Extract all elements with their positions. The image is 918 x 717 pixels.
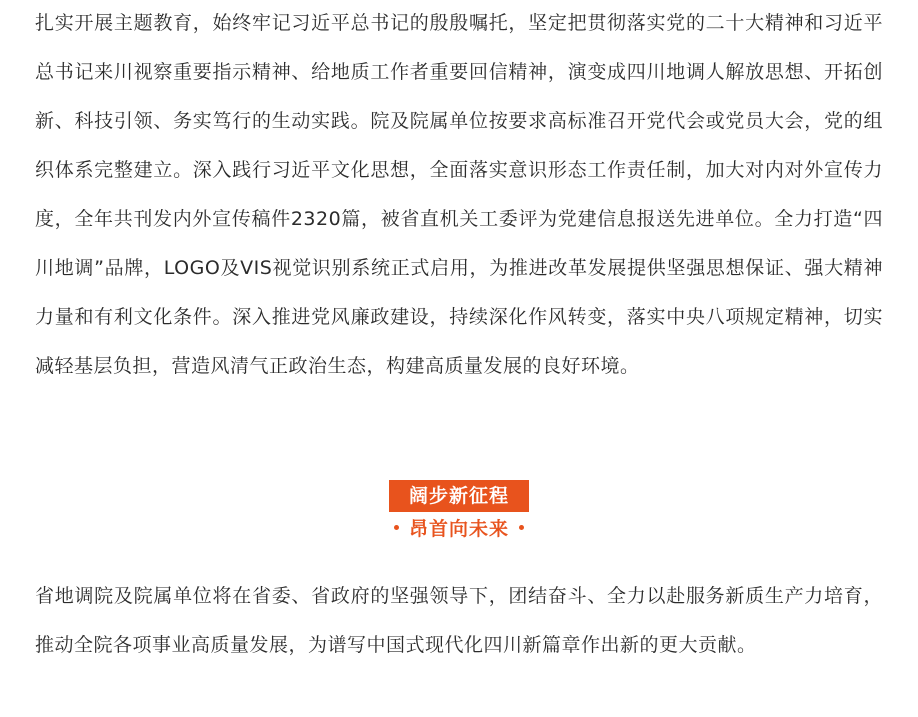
article-closing: [35, 572, 883, 670]
paragraph-2: 省地调院及院属单位将在省委、省政府的坚强领导下，团结奋斗、全力以赴服务新质生产力培育，推动全院各项事业高质量发展，为谱写中国式现代化四川新篇章作出新的更大贡献。: [35, 585, 883, 656]
section-subtitle: 昂首向未来: [408, 518, 509, 540]
bullet-dot-icon: [519, 525, 524, 530]
bullet-dot-icon: [394, 525, 399, 530]
paragraph-1: 扎实开展主题教育，始终牢记习近平总书记的殷殷嘱托，坚定把贯彻落实党的二十大精神和习近平总书记来川视察重要指示精神、给地质工作者重要回信精神，演变成四川地调人解放思想、开拓创新、科技引领、务实笃行的生动实践。院及院属单位按要求高标准召开党代会或党员大会，党的组织体系完整建立。深入践行习近平文化思想，全面落实意识形态工作责任制，加大对内对外宣传力度，全年共刊发内外宣传稿件2320篇，被省直机关工委评为党建信息报送先进单位。全力打造“四川地调”品牌，LOGO及VIS视觉识别系统正式启用，为推进改革发展提供坚强思想保证、强大精神力量和有利文化条件。深入推进党风廉政建设，持续深化作风转变，落实中央八项规定精神，切实减轻基层负担，营造风清气正政治生态，构建高质量发展的良好环境。: [35, 12, 883, 377]
section-title: 阔步新征程: [389, 480, 529, 512]
section-header: [0, 480, 918, 540]
article-body: [35, 0, 883, 391]
section-subtitle-row: [0, 516, 918, 542]
